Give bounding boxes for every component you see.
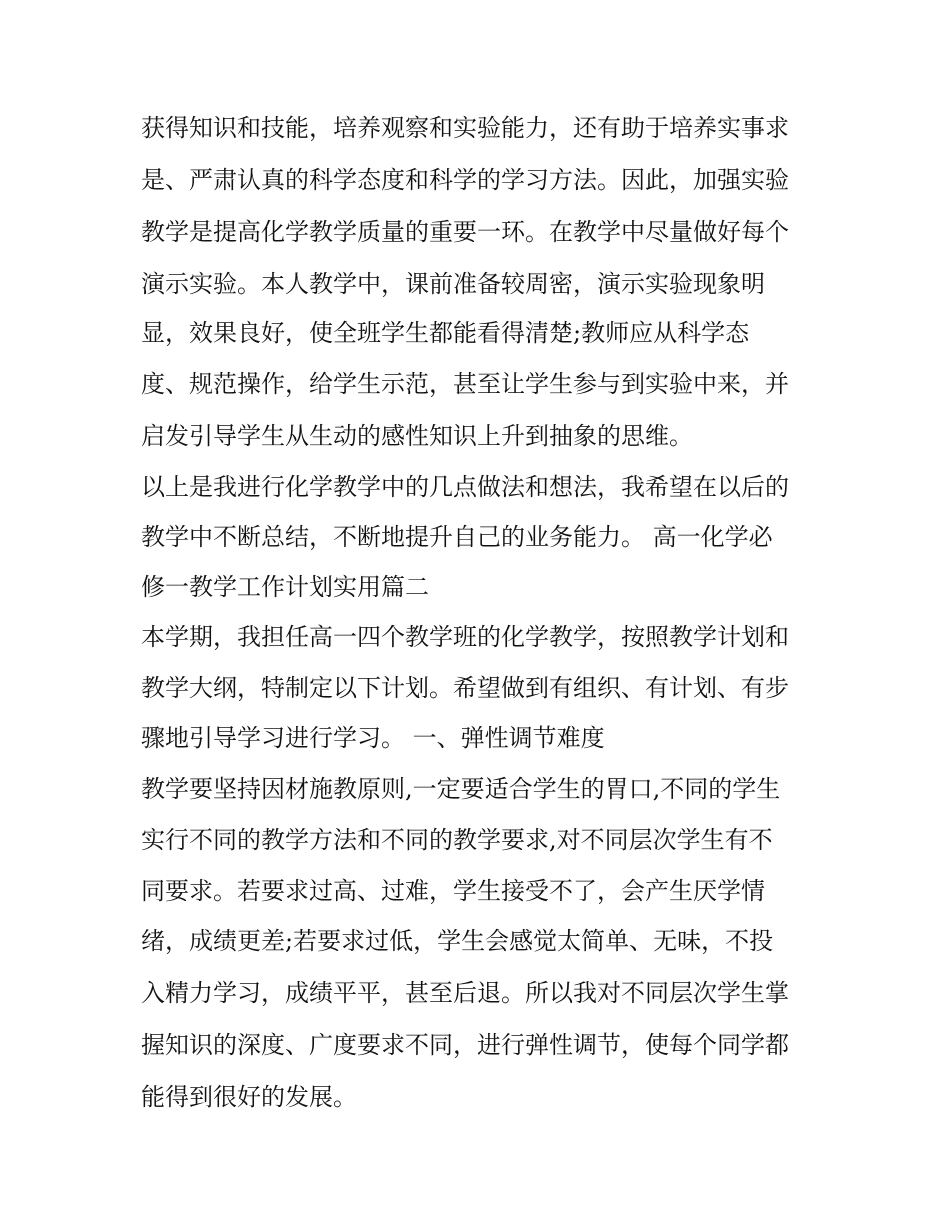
text-line-12: 教学大纲，特制定以下计划。希望做到有组织、有计划、有步: [141, 674, 789, 702]
text-line-6: 度、规范操作，给学生示范，甚至让学生参与到实验中来，并: [141, 370, 789, 398]
text-line-2: 是、严肃认真的科学态度和科学的学习方法。因此，加强实验: [141, 166, 789, 194]
text-line-13: 骤地引导学习进行学习。 一、弹性调节难度: [141, 724, 605, 752]
text-line-14: 教学要坚持因材施教原则,一定要适合学生的胃口,不同的学生: [141, 775, 781, 803]
text-line-17: 绪，成绩更差;若要求过低，学生会感觉太简单、无味，不投: [141, 927, 774, 955]
text-line-20: 能得到很好的发展。: [141, 1083, 357, 1111]
text-line-16: 同要求。若要求过高、过难，学生接受不了，会产生厌学情: [141, 877, 765, 905]
text-line-18: 入精力学习，成绩平平，甚至后退。所以我对不同层次学生掌: [141, 979, 789, 1007]
text-line-10: 修一教学工作计划实用篇二: [141, 573, 429, 601]
text-line-4: 演示实验。本人教学中，课前准备较周密，演示实验现象明: [141, 270, 765, 298]
text-line-3: 教学是提高化学教学质量的重要一环。在教学中尽量做好每个: [141, 218, 789, 246]
text-line-1: 获得知识和技能，培养观察和实验能力，还有助于培养实事求: [141, 114, 789, 142]
text-line-8: 以上是我进行化学教学中的几点做法和想法，我希望在以后的: [141, 473, 789, 501]
text-line-5: 显，效果良好，使全班学生都能看得清楚;教师应从科学态: [141, 319, 750, 347]
text-line-11: 本学期，我担任高一四个教学班的化学教学，按照教学计划和: [141, 623, 789, 651]
text-line-7: 启发引导学生从生动的感性知识上升到抽象的思维。: [141, 422, 693, 450]
text-line-9: 教学中不断总结，不断地提升自己的业务能力。 高一化学必: [141, 523, 773, 551]
text-line-19: 握知识的深度、广度要求不同，进行弹性调节，使每个同学都: [141, 1031, 789, 1059]
text-line-15: 实行不同的教学方法和不同的教学要求,对不同层次学生有不: [141, 826, 773, 854]
